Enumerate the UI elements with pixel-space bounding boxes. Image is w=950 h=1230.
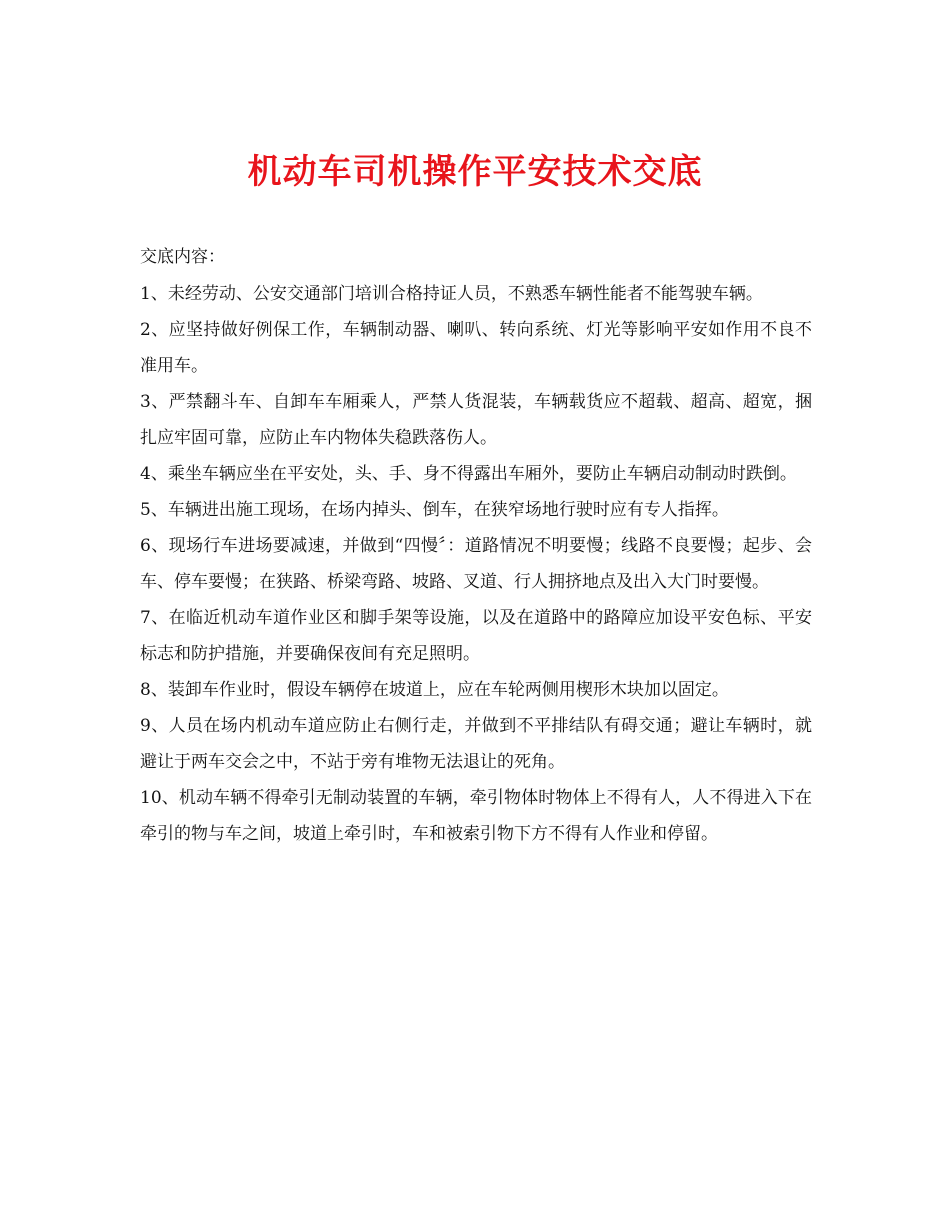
instruction-list [140, 276, 812, 852]
intro-label: 交底内容： [140, 247, 225, 267]
list-item: 6、现场行车进场要减速，并做到“四慢〞：道路情况不明要慢；线路不良要慢；起步、会车、停车要慢；在狭路、桥梁弯路、坡路、叉道、行人拥挤地点及出入大门时要慢。 [140, 536, 812, 592]
list-item: 10、机动车辆不得牵引无制动装置的车辆，牵引物体时物体上不得有人，人不得进入下在牵引的物与车之间，坡道上牵引时，车和被索引物下方不得有人作业和停留。 [140, 788, 812, 844]
list-item: 4、乘坐车辆应坐在平安处，头、手、身不得露出车厢外，要防止车辆启动制动时跌倒。 [140, 464, 797, 484]
list-item: 3、严禁翻斗车、自卸车车厢乘人，严禁人货混装，车辆载货应不超载、超高、超宽，捆扎应牢固可靠，应防止车内物体失稳跌落伤人。 [140, 392, 812, 448]
list-item: 7、在临近机动车道作业区和脚手架等设施，以及在道路中的路障应加设平安色标、平安标志和防护措施，并要确保夜间有充足照明。 [140, 608, 812, 664]
list-item: 9、人员在场内机动车道应防止右侧行走，并做到不平排结队有碍交通；避让车辆时，就避让于两车交会之中，不站于旁有堆物无法退让的死角。 [140, 716, 812, 772]
list-item: 1、未经劳动、公安交通部门培训合格持证人员，不熟悉车辆性能者不能驾驶车辆。 [140, 284, 763, 304]
page-title: 机动车司机操作平安技术交底 [247, 151, 703, 192]
list-item: 8、装卸车作业时，假设车辆停在坡道上，应在车轮两侧用楔形木块加以固定。 [140, 680, 729, 700]
list-item: 5、车辆进出施工现场，在场内掉头、倒车，在狭窄场地行驶时应有专人指挥。 [140, 500, 729, 520]
list-item: 2、应坚持做好例保工作，车辆制动器、喇叭、转向系统、灯光等影响平安如作用不良不准用车。 [140, 320, 812, 376]
